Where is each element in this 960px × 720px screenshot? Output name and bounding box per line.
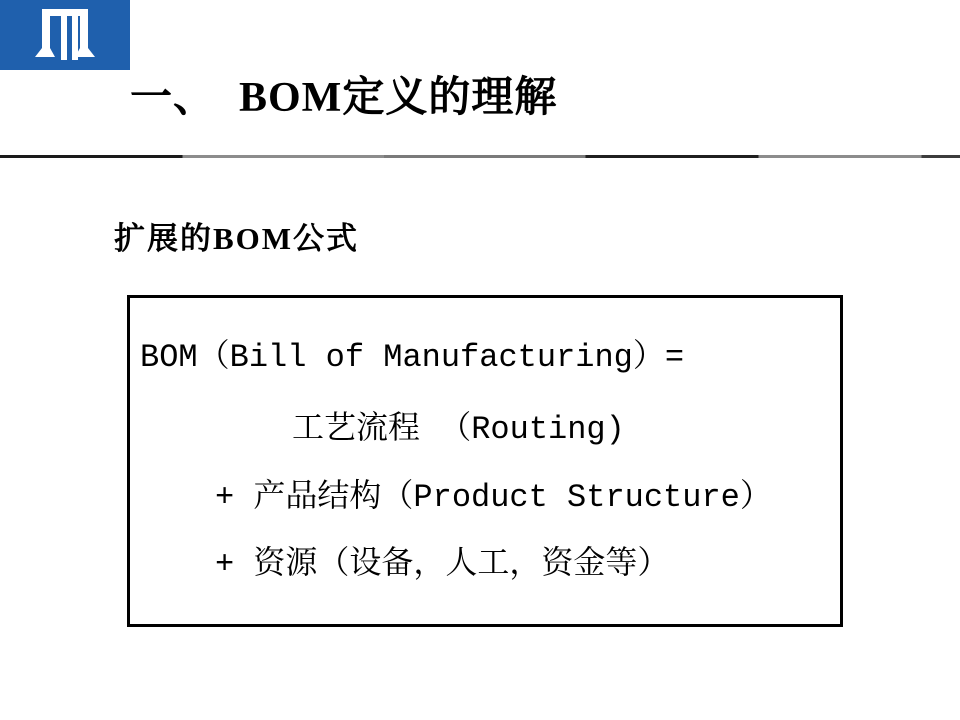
formula-box	[127, 295, 843, 627]
subtitle: 扩展的BOM公式	[114, 221, 360, 256]
formula-line-product-structure: + 产品结构（Product Structure）	[215, 479, 772, 516]
page-title: 一、 BOM定义的理解	[130, 75, 558, 121]
formula-line-resources: + 资源（设备，人工，资金等）	[215, 546, 670, 583]
title-underline-divider	[0, 155, 960, 158]
company-logo	[0, 0, 130, 70]
formula-line-bom-equals: BOM（Bill of Manufacturing）=	[140, 339, 685, 376]
gate-pillars-icon	[0, 0, 130, 70]
formula-line-routing: 工艺流程 （Routing)	[292, 411, 625, 448]
